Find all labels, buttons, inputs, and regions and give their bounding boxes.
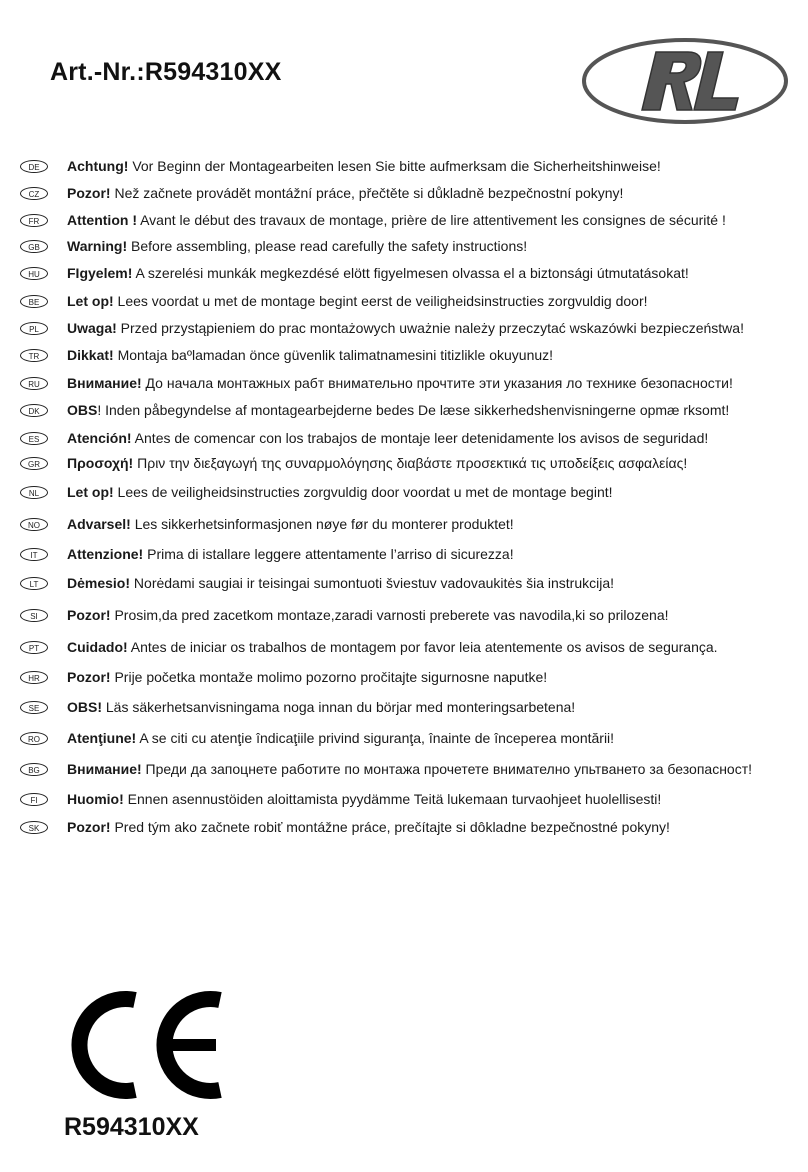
warning-lead: Внимание!	[67, 761, 142, 777]
warning-row-cz	[0, 182, 808, 206]
article-number-footer: R594310XX	[64, 1113, 199, 1141]
warning-text: Prima di istallare leggere attentamente l’arriso di sicurezza!	[143, 546, 514, 562]
warning-lead: Attenzione!	[67, 546, 144, 562]
warning-row-sk	[0, 816, 808, 840]
warning-lead: Huomio!	[67, 791, 124, 807]
language-code-badge: PT	[20, 641, 48, 654]
warning-line	[67, 453, 687, 473]
warning-text: Lees de veiligheidsinstructies zorgvuldig door voordat u met de montage begint!	[113, 484, 613, 500]
warning-text: Antes de comencar con los trabajos de montaje leer detenidamente los avisos de seguridad!	[131, 430, 709, 446]
warning-text: Norėdami saugiai ir teisingai sumontuoti šviestuv vadovaukitės šia instrukcija!	[130, 575, 615, 591]
language-code-badge: GR	[20, 457, 48, 470]
warning-row-bg	[0, 758, 808, 782]
warning-row-dk	[0, 399, 808, 423]
warning-text: До начала монтажных рабт внимательно прочтите эти указания ло технике безопасности!	[141, 375, 733, 391]
warning-row-hr	[0, 666, 808, 690]
warning-line	[67, 373, 733, 393]
language-code-badge: SE	[20, 701, 48, 714]
language-code-badge: ES	[20, 432, 48, 445]
language-code-badge: GB	[20, 240, 48, 253]
language-code-badge: FI	[20, 793, 48, 806]
warning-line	[67, 759, 752, 779]
warning-row-tr	[0, 344, 808, 368]
warning-lead: Προσοχή!	[67, 455, 134, 471]
warning-line	[67, 728, 614, 748]
warning-row-pl	[0, 317, 808, 341]
language-code-badge: BE	[20, 295, 48, 308]
warning-text: Antes de iniciar os trabalhos de montagem por favor leia atentemente os avisos de segurança.	[127, 639, 718, 655]
warning-row-ru	[0, 372, 808, 396]
language-code-badge: DE	[20, 160, 48, 173]
warning-row-gr	[0, 452, 808, 476]
warning-line	[67, 210, 726, 230]
language-code-badge: LT	[20, 577, 48, 590]
warning-row-fr	[0, 209, 808, 233]
warning-row-no	[0, 513, 808, 537]
warning-lead: Atención!	[67, 430, 132, 446]
warning-row-si	[0, 604, 808, 628]
warning-line	[67, 514, 514, 534]
warning-line	[67, 482, 613, 502]
warning-line	[67, 817, 670, 837]
warning-row-se	[0, 696, 808, 720]
language-code-badge: DK	[20, 404, 48, 417]
warning-row-be	[0, 290, 808, 314]
language-code-badge: HR	[20, 671, 48, 684]
warning-text: ! Inden påbegyndelse af montagearbejderne bedes De læse sikkerhedshenvisningerne opmæ rksomt!	[97, 402, 730, 418]
warning-text: Prije početka montaže molimo pozorno pročitajte sigurnosne naputke!	[110, 669, 548, 685]
warning-line	[67, 236, 527, 256]
warning-lead: Внимание!	[67, 375, 142, 391]
warning-row-fi	[0, 788, 808, 812]
warning-lead: Attention !	[67, 212, 137, 228]
article-number-header: Art.-Nr.:R594310XX	[50, 58, 282, 86]
warning-text: Avant le début des travaux de montage, prière de lire attentivement les consignes de sécurité !	[136, 212, 726, 228]
warning-text: Prosim,da pred zacetkom montaze,zaradi varnosti preberete vas navodila,ki so prilozena!	[110, 607, 669, 623]
warning-lead: Let op!	[67, 293, 114, 309]
warning-lead: Dėmesio!	[67, 575, 131, 591]
warning-line	[67, 789, 661, 809]
language-code-badge: PL	[20, 322, 48, 335]
language-code-badge: SI	[20, 609, 48, 622]
warning-lead: Dikkat!	[67, 347, 114, 363]
warning-row-pt	[0, 636, 808, 660]
warning-line	[67, 156, 661, 176]
warning-line	[67, 697, 575, 717]
warning-text: Lees voordat u met de montage begint eerst de veiligheidsinstructies zorgvuldig door!	[113, 293, 648, 309]
warning-lead: Achtung!	[67, 158, 129, 174]
warning-line	[67, 318, 744, 338]
warning-text: Преди да запоцнете работите по монтажа прочетете внимателно упьтването за безопасност!	[141, 761, 753, 777]
warning-line	[67, 291, 648, 311]
warning-lead: OBS!	[67, 699, 102, 715]
warning-row-lt	[0, 572, 808, 596]
warning-line	[67, 183, 623, 203]
language-code-badge: RU	[20, 377, 48, 390]
warning-line	[67, 400, 729, 420]
warning-lead: OBS	[67, 402, 98, 418]
warning-lead: Pozor!	[67, 185, 111, 201]
warning-text: A se citi cu atenţie îndicaţiile privind siguranţa, înainte de începerea montării!	[136, 730, 615, 746]
warning-text: Vor Beginn der Montagearbeiten lesen Sie bitte aufmerksam die Sicherheitshinweise!	[128, 158, 661, 174]
warning-text: Läs säkerhetsanvisningama noga innan du börjar med monteringsarbetena!	[102, 699, 576, 715]
warning-line	[67, 637, 718, 657]
warning-row-nl	[0, 481, 808, 505]
warning-line	[67, 573, 614, 593]
warning-row-gb	[0, 235, 808, 259]
warning-lead: Pozor!	[67, 607, 111, 623]
language-code-badge: CZ	[20, 187, 48, 200]
warning-text: Než začnete provádět montážní práce, přečtěte si důkladně bezpečnostní pokyny!	[110, 185, 624, 201]
rl-logo	[580, 36, 790, 126]
warning-line	[67, 428, 708, 448]
warning-text: Przed przystąpieniem do prac montażowych uważnie należy przeczytać wskazówki bezpieczeństwa!	[116, 320, 744, 336]
warning-text: Πριν την διεξαγωγή της συναρμολόγησης διαβάστε προσεκτικά τις υποδείξεις ασφαλείας!	[133, 455, 688, 471]
ce-mark	[62, 990, 232, 1100]
warning-text: Montaja baºlamadan önce güvenlik talimatnamesini titizlikle okuyunuz!	[113, 347, 554, 363]
language-code-badge: BG	[20, 763, 48, 776]
language-code-badge: NO	[20, 518, 48, 531]
warning-line	[67, 345, 553, 365]
warning-text: Pred tým ako začnete robiť montážne práce, prečítajte si dôkladne bezpečnostné pokyny!	[110, 819, 670, 835]
warning-lead: Cuidado!	[67, 639, 128, 655]
warning-lead: Let op!	[67, 484, 114, 500]
warning-lead: Pozor!	[67, 819, 111, 835]
warning-line	[67, 605, 669, 625]
warning-line	[67, 263, 689, 283]
language-code-badge: RO	[20, 732, 48, 745]
language-code-badge: IT	[20, 548, 48, 561]
warning-lead: Pozor!	[67, 669, 111, 685]
warning-row-ro	[0, 727, 808, 751]
language-code-badge: SK	[20, 821, 48, 834]
warning-text: Les sikkerhetsinformasjonen nøye før du monterer produktet!	[130, 516, 514, 532]
language-code-badge: HU	[20, 267, 48, 280]
warning-lead: Atenţiune!	[67, 730, 137, 746]
warning-lead: Uwaga!	[67, 320, 117, 336]
warning-text: A szerelési munkák megkezdésé elött figyelmesen olvassa el a biztonsági útmutatásokat!	[132, 265, 689, 281]
warning-text: Ennen asennustöiden aloittamista pyydämme Teitä lukemaan turvaohjeet huolellisesti!	[123, 791, 662, 807]
warning-lead: Warning!	[67, 238, 128, 254]
language-code-badge: FR	[20, 214, 48, 227]
warning-text: Before assembling, please read carefully the safety instructions!	[127, 238, 528, 254]
language-code-badge: TR	[20, 349, 48, 362]
warning-row-es	[0, 427, 808, 451]
warning-lead: Advarsel!	[67, 516, 131, 532]
warning-row-hu	[0, 262, 808, 286]
warning-line	[67, 667, 547, 687]
language-code-badge: NL	[20, 486, 48, 499]
warning-line	[67, 544, 514, 564]
warning-row-it	[0, 543, 808, 567]
warning-row-de	[0, 155, 808, 179]
warning-lead: FIgyelem!	[67, 265, 133, 281]
